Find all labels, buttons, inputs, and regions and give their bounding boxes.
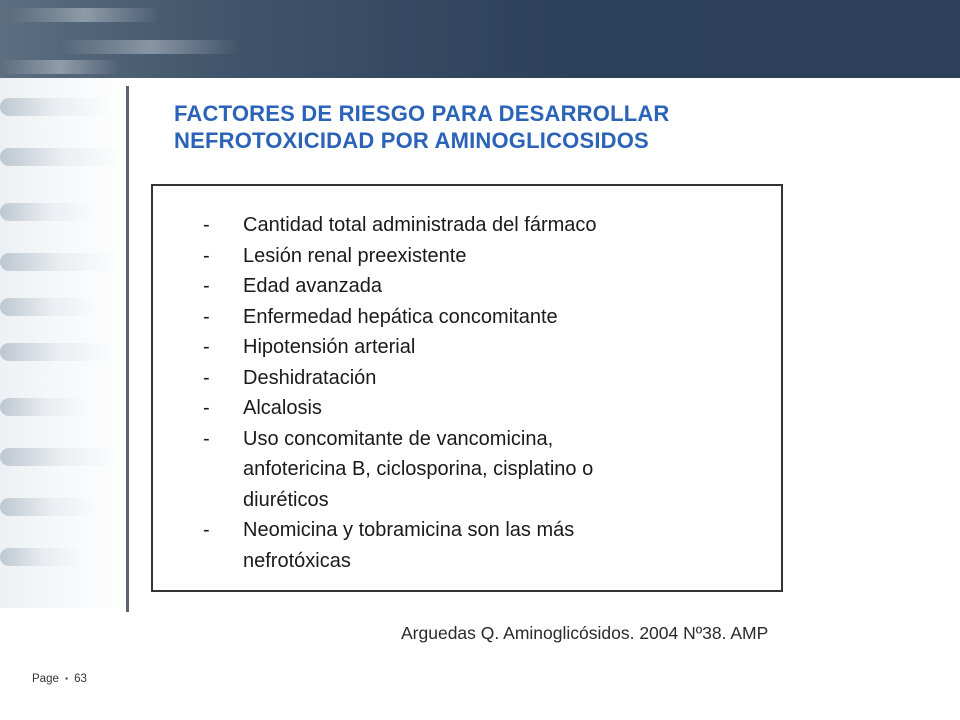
list-item — [203, 241, 763, 272]
dash-bullet: - — [203, 214, 210, 236]
page-number: 63 — [74, 673, 87, 685]
dash-bullet: - — [203, 427, 210, 450]
list-item-text: anfotericina B, ciclosporina, cisplatino o — [243, 458, 594, 480]
side-stripe — [0, 148, 125, 166]
side-stripe — [0, 298, 100, 316]
header-decoration — [10, 8, 160, 22]
list-item — [203, 515, 763, 576]
list-item-text: Hipotensión arterial — [243, 336, 416, 358]
header-band — [0, 0, 960, 78]
list-item-text: Uso concomitante de vancomicina, — [243, 427, 554, 450]
bullet-icon: ▪ — [65, 674, 68, 684]
slide-title — [174, 100, 794, 154]
list-item-text: Neomicina y tobramicina son las más — [243, 519, 575, 541]
list-item — [203, 424, 763, 516]
side-stripe — [0, 398, 90, 416]
page-label: Page — [32, 673, 59, 685]
list-item-text: Cantidad total administrada del fármaco — [243, 214, 597, 236]
list-item-text: Alcalosis — [243, 397, 322, 419]
dash-bullet: - — [203, 397, 210, 419]
header-decoration — [0, 60, 120, 74]
slide-title-line: FACTORES DE RIESGO PARA DESARROLLAR — [174, 101, 670, 126]
list-item-text: Edad avanzada — [243, 275, 383, 297]
side-stripe — [0, 203, 95, 221]
header-decoration — [60, 40, 240, 54]
slide-image — [126, 86, 814, 612]
list-item-text: Enfermedad hepática concomitante — [243, 305, 558, 328]
dash-bullet: - — [203, 275, 210, 297]
list-item-text: Deshidratación — [243, 366, 377, 389]
side-stripe — [0, 548, 85, 566]
list-item — [203, 393, 763, 424]
dash-bullet: - — [203, 366, 210, 389]
list-item — [203, 332, 763, 363]
list-item — [203, 363, 763, 394]
list-item-text: diuréticos — [243, 488, 329, 511]
dash-bullet: - — [203, 244, 210, 267]
list-item — [203, 302, 763, 333]
dash-bullet: - — [203, 336, 210, 358]
risk-factors-list — [203, 210, 763, 576]
dash-bullet: - — [203, 305, 210, 328]
side-stripe — [0, 448, 120, 466]
list-item-text: Lesión renal preexistente — [243, 244, 467, 267]
list-item-text: nefrotóxicas — [243, 549, 351, 572]
side-decoration — [0, 78, 130, 608]
side-stripe — [0, 498, 100, 516]
dash-bullet: - — [203, 519, 210, 541]
risk-factors-box — [151, 184, 783, 592]
slide-title-line: NEFROTOXICIDAD POR AMINOGLICOSIDOS — [174, 128, 649, 153]
page-number-footer — [32, 673, 87, 685]
list-item — [203, 210, 763, 241]
side-stripe — [0, 98, 110, 116]
list-item — [203, 271, 763, 302]
citation: Arguedas Q. Aminoglicósidos. 2004 Nº38. AMP — [401, 623, 769, 643]
side-stripe — [0, 253, 120, 271]
side-stripe — [0, 343, 115, 361]
